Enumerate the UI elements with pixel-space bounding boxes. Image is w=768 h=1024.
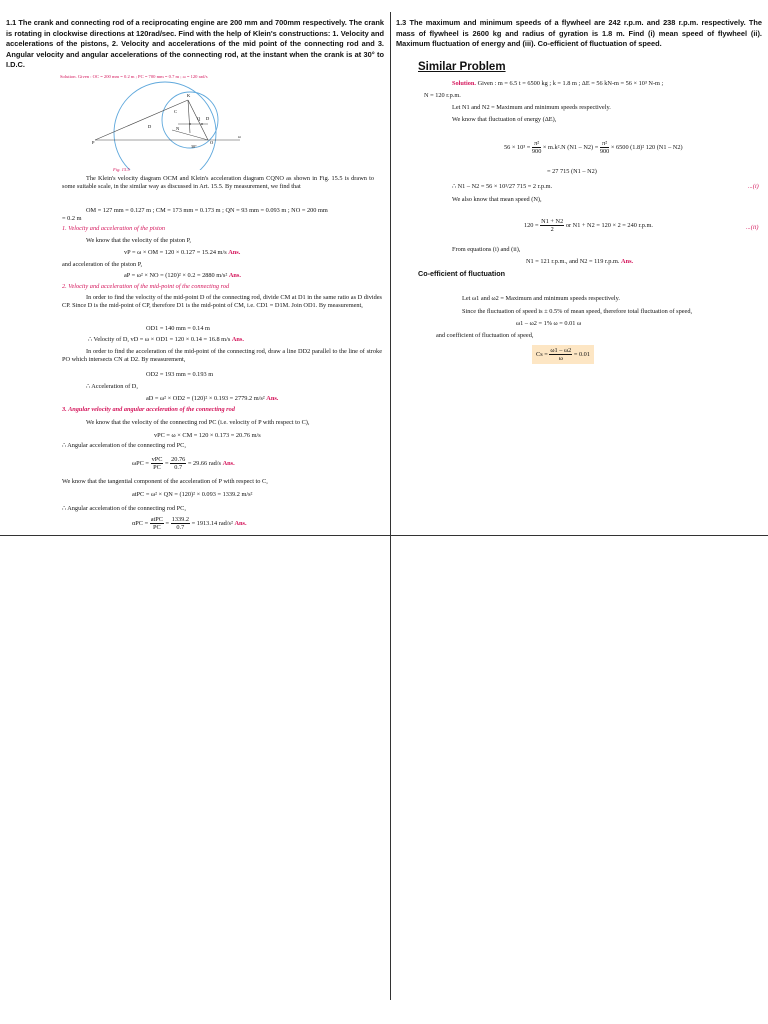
- figure-caption: Fig. 15.5: [113, 167, 130, 172]
- label-c: C: [174, 109, 178, 114]
- connecting-rod-line: [95, 100, 188, 140]
- text-line: We know that the velocity of the connecting rod PC (i.e. velocity of P with respect to C),: [86, 419, 310, 426]
- similar-problem-heading: Similar Problem: [418, 61, 506, 73]
- equation-od2: OD2 = 193 mm = 0.193 m: [146, 371, 214, 378]
- equation-vpc: vPC = ω × CM = 120 × 0.173 = 20.76 m/s: [154, 432, 261, 439]
- equation-ad: aD = ω² × OD2 = (120)² × 0.193 = 2779.2 m/s² Ans.: [146, 395, 279, 402]
- equation-vp: vP = ω × OM = 120 × 0.127 = 15.24 m/s Ans.: [124, 249, 241, 256]
- measurement-line-cont: = 0.2 m: [62, 215, 82, 222]
- text-line: We know that the tangential component of the acceleration of P with respect to C,: [62, 478, 268, 485]
- question-1-1: 1.1 The crank and connecting rod of a reciprocating engine are 200 mm and 700mm respectively. The crank is rotating in clockwise directions at 120rad/sec. Find with the help of Klein's constructions: 1. Velocity and accelerations of the pistons, 2. Velocity and accelerations of the mid point of the connecting rod and 3. Angular velocity and angular accelerations of the connecting rod, at the instant when the crank is at 30° to I.D.C.: [6, 18, 384, 70]
- column-divider: [390, 12, 391, 1000]
- given-speed: N = 120 r.p.m.: [424, 92, 461, 99]
- question-1-3: 1.3 The maximum and minimum speeds of a flywheel are 242 r.p.m. and 238 r.p.m. respectively. The mass of flywheel is 2600 kg and radius of gyration is 1.8 m. Find (i) mean speed of flywheel (ii). Maximum fluctuation of energy and (iii). Co-efficient of fluctuation of speed.: [396, 18, 762, 49]
- equation-tag-2: ...(ii): [746, 224, 759, 231]
- know-line: We know that fluctuation of energy (ΔE),: [452, 116, 557, 123]
- text-line: and acceleration of the piston P,: [62, 261, 143, 268]
- equation-n1-n2-result: N1 = 121 r.p.m., and N2 = 119 r.p.m. Ans.: [526, 258, 634, 265]
- let-line: Let N1 and N2 = Maximum and minimum speeds respectively.: [452, 104, 611, 111]
- equation-od1: OD1 = 140 mm = 0.14 m: [146, 325, 210, 332]
- klein-construction-figure: [90, 78, 270, 170]
- equation-ap: aP = ω² × NO = (120)² × 0.2 = 2880 m/s² Ans.: [124, 272, 241, 279]
- equation-atpc: atPC = ω² × QN = (120)² × 0.093 = 1339.2 m/s²: [132, 491, 253, 498]
- equation-n1-n2: ∴ N1 – N2 = 56 × 10³/27 715 = 2 r.p.m.: [452, 183, 553, 190]
- label-p: P: [92, 140, 95, 145]
- text-line: ∴ Acceleration of D,: [86, 383, 138, 390]
- label-q: Q: [197, 116, 201, 121]
- label-angle: 30°: [191, 144, 197, 149]
- label-omega: ω: [238, 134, 241, 139]
- paragraph-3: In order to find the acceleration of the mid-point of the connecting rod, draw a line DD2 parallel to the line of stroke PO which intersects CN at D2. By measurement,: [62, 348, 382, 364]
- text-line: We know that the velocity of the piston P,: [86, 237, 191, 244]
- coefficient-heading: Co-efficient of fluctuation: [418, 269, 506, 278]
- let-line-2: Let ω1 and ω2 = Maximum and minimum speeds respectively.: [462, 295, 620, 302]
- label-d2: D: [148, 124, 152, 129]
- row-divider: [0, 535, 768, 536]
- measurement-line: OM = 127 mm = 0.127 m ; CM = 173 mm = 0.173 m ; QN = 93 mm = 0.093 m ; NO = 200 mm: [86, 207, 328, 214]
- equation-energy: 56 × 10³ = $\frac{\text{π²}}{900}$ × m.k².N (N1 – N2) = $\frac{\text{π²}}{900}$ × 6500 (1.8)² 120 (N1 – N2): [504, 140, 683, 155]
- label-d: D: [206, 116, 210, 121]
- section-heading-1: 1. Velocity and acceleration of the piston: [62, 225, 166, 232]
- equation-alpha-pc: αPC = $\frac{\text{atPC}}{PC}$ = $\frac{1339.2}{0.7}$ = 1913.14 rad/s² Ans.: [132, 516, 247, 531]
- label-o: O: [210, 140, 214, 145]
- know-line-2: We also know that mean speed (N),: [452, 196, 542, 203]
- equation-tag-1: ...(i): [748, 183, 759, 190]
- label-k: K: [187, 93, 191, 98]
- equation-vd: ∴ Velocity of D, vD = ω × OD1 = 120 × 0.14 = 16.8 m/s Ans.: [88, 336, 244, 343]
- and-line: and coefficient of fluctuation of speed,: [436, 332, 534, 339]
- section-heading-2: 2. Velocity and acceleration of the mid-point of the connecting rod: [62, 283, 230, 290]
- from-equations: From equations (i) and (ii),: [452, 246, 521, 253]
- intro-paragraph: The Klein's velocity diagram OCM and Klein's acceleration diagram CQNO as shown in Fig. 15.5 is drawn to some suitable scale, in the similar way as discussed in Art. 15.5. By measurement, we find that: [62, 175, 374, 191]
- equation-cs-highlight: Cs = $\frac{\omega 1 - \omega 2}{\omega}$ = 0.01: [532, 345, 594, 364]
- text-line: ∴ Angular acceleration of the connecting rod PC,: [62, 442, 186, 449]
- equation-omega-diff: ω1 – ω2 = 1% ω = 0.01 ω: [516, 320, 582, 327]
- since-line: Since the fluctuation of speed is ± 0.5% of mean speed, therefore total fluctuation of speed,: [462, 308, 693, 315]
- label-n: N: [176, 126, 180, 131]
- solution-given: Solution. Given : m = 6.5 t = 6500 kg ; k = 1.8 m ; ΔE = 56 kN-m = 56 × 10³ N-m ;: [452, 80, 664, 87]
- equation-mean-speed: 120 = $\frac{N1 + N2}{2}$ or N1 + N2 = 120 × 2 = 240 r.p.m.: [524, 218, 653, 233]
- text-line: ∴ Angular acceleration of the connecting rod PC,: [62, 505, 186, 512]
- section-heading-3: 3. Angular velocity and angular acceleration of the connecting rod: [62, 406, 235, 413]
- given-line: Solution. Given : OC = 200 mm = 0.2 m ; PC = 700 mm = 0.7 m ; ω = 120 rad/s: [60, 74, 208, 79]
- equation-energy-result: = 27 715 (N1 – N2): [547, 168, 597, 175]
- paragraph-2: In order to find the velocity of the mid-point D of the connecting rod, divide CM at D1 in the same ratio as D divides CP. Since D is the mid-point of CP, therefore D1 is the mid-point of CM, i.e. CD1 = D1M. Join OD1. By measurement,: [62, 294, 382, 310]
- equation-omega-pc: ωPC = $\frac{\text{vPC}}{PC}$ = $\frac{20.76}{0.7}$ = 29.66 rad/s Ans.: [132, 456, 235, 471]
- cm-line: [188, 100, 190, 133]
